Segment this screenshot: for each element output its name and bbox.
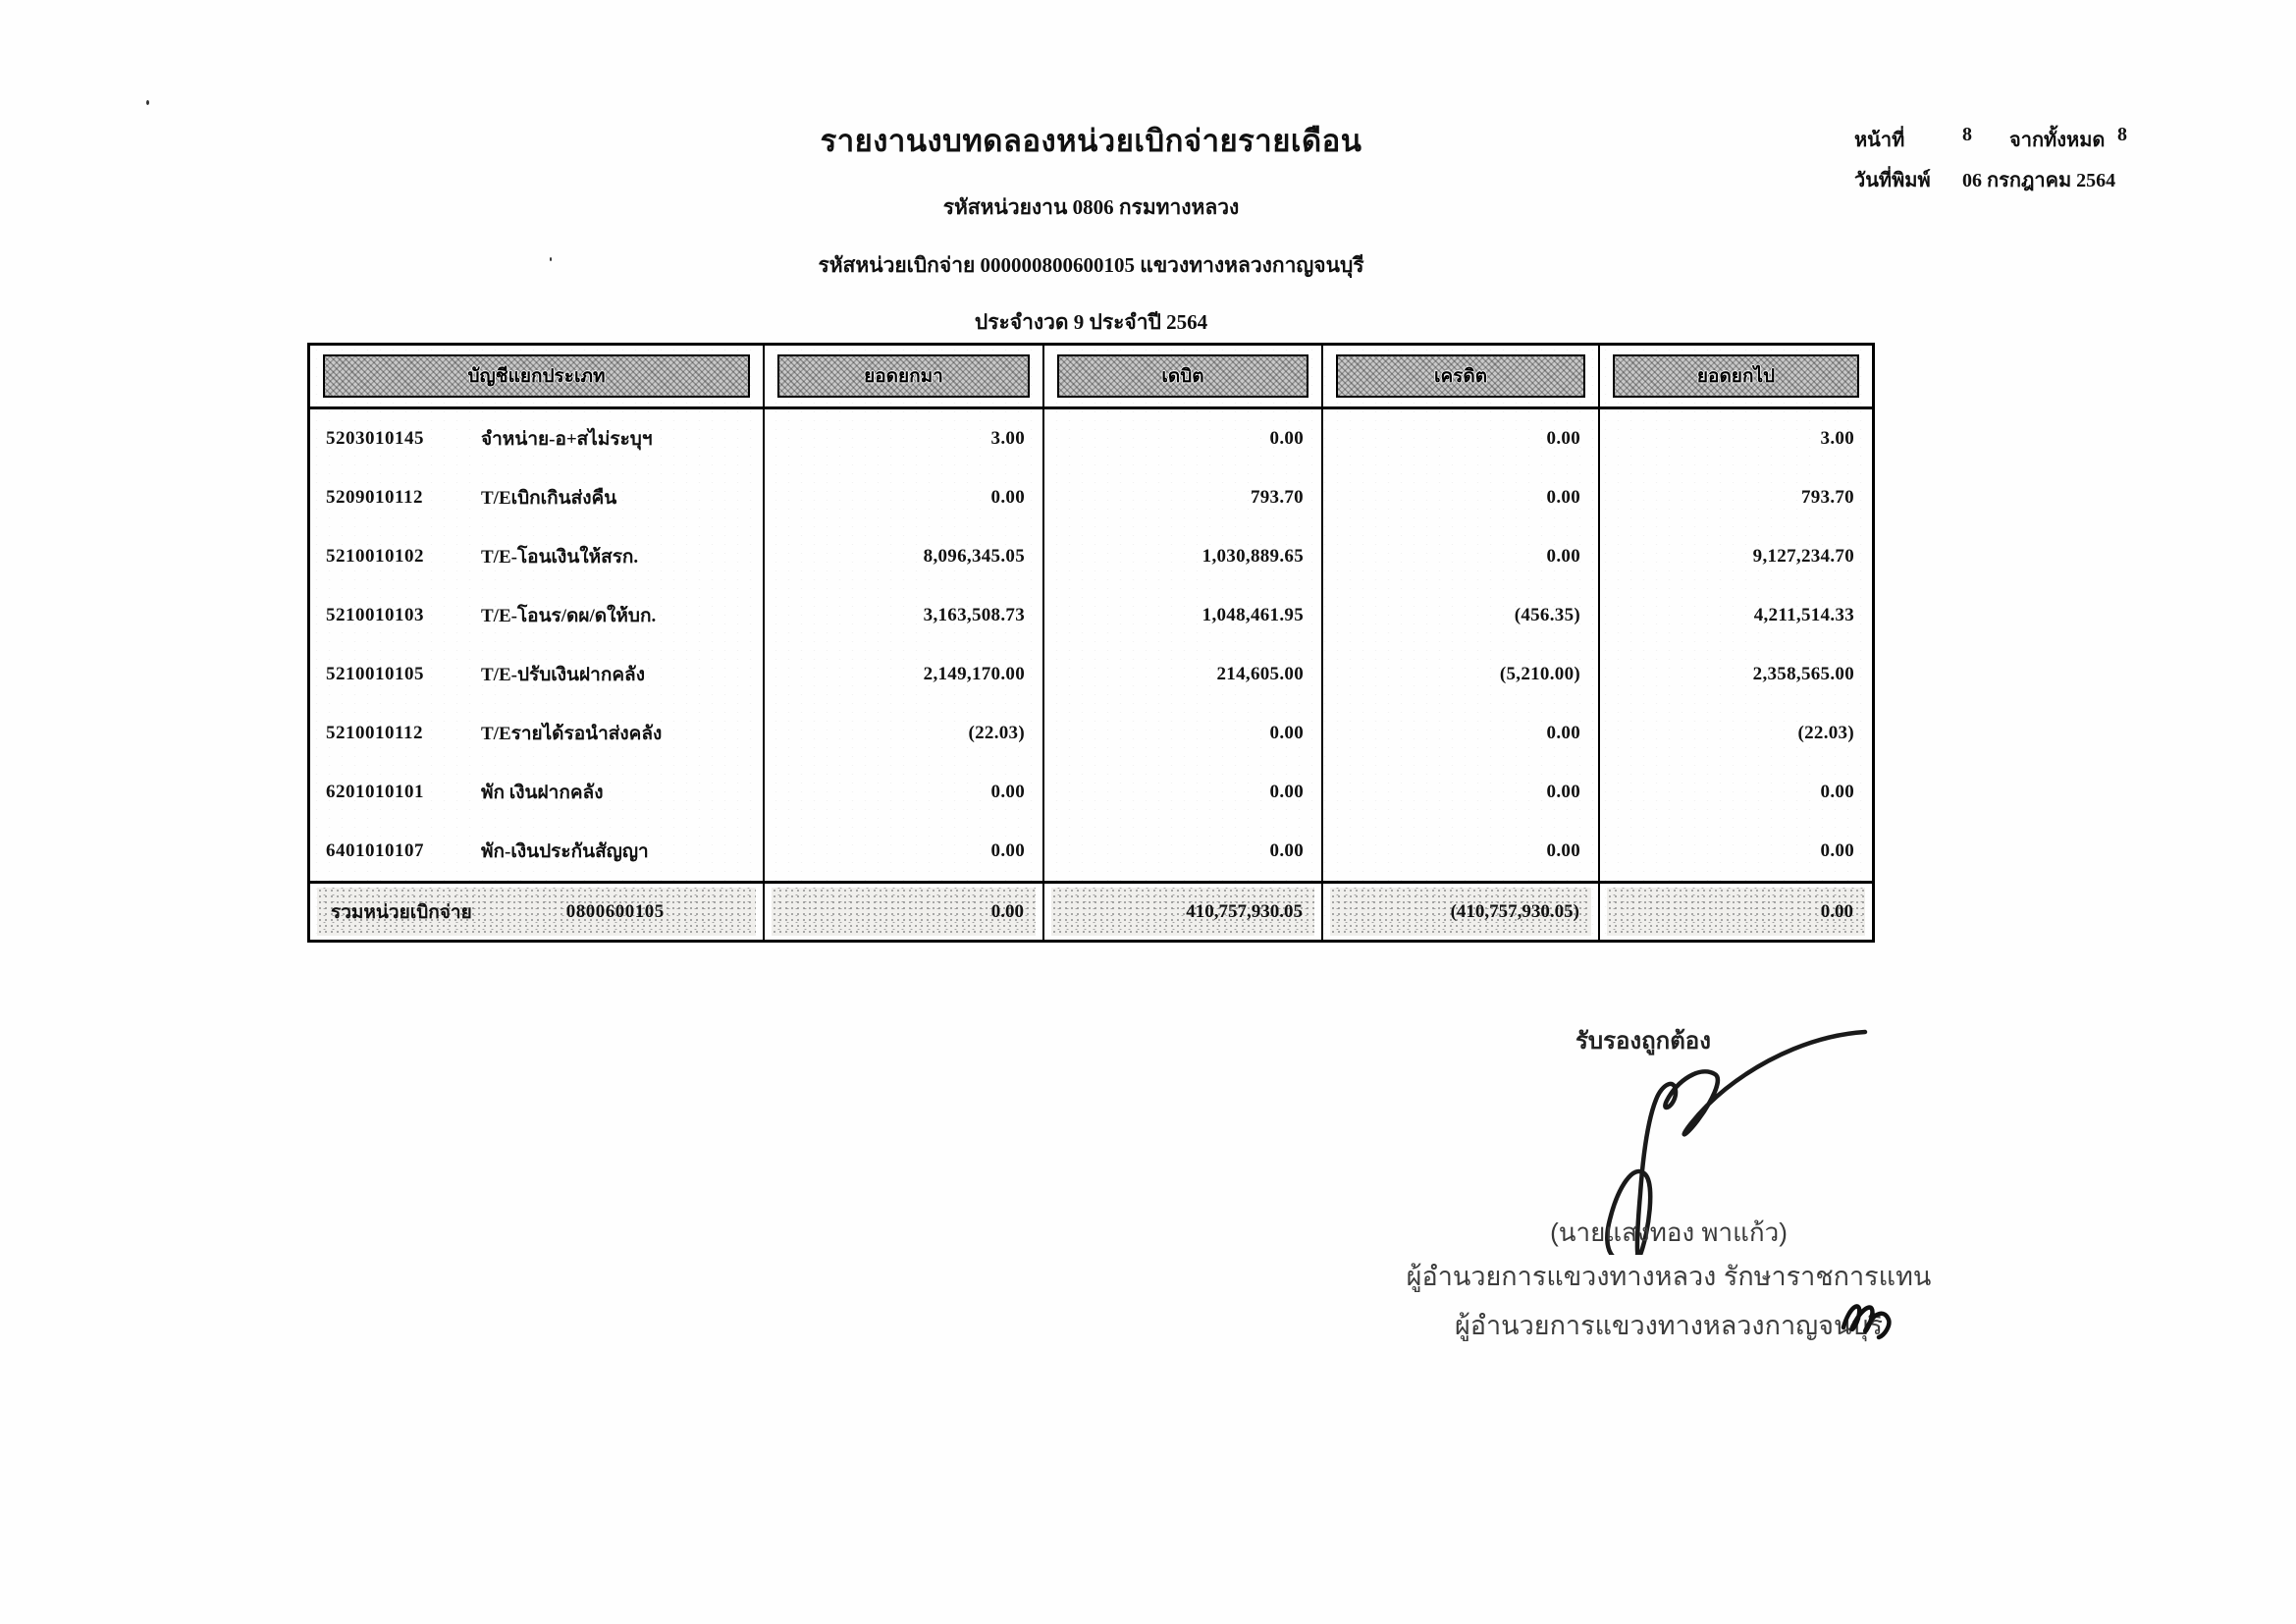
- table-row: [310, 586, 1872, 645]
- credit-amount: 0.00: [1321, 763, 1598, 822]
- closing-balance: (22.03): [1598, 704, 1872, 763]
- opening-balance: 8,096,345.05: [763, 527, 1042, 586]
- debit-amount: 214,605.00: [1042, 645, 1321, 704]
- table-header-row: [310, 346, 1872, 409]
- closing-balance: 3.00: [1598, 409, 1872, 468]
- account-name: จำหน่าย-อ+สไม่ระบุฯ: [481, 429, 653, 450]
- table-row: [310, 409, 1872, 468]
- closing-balance: 4,211,514.33: [1598, 586, 1872, 645]
- opening-balance: 0.00: [763, 763, 1042, 822]
- total-pages: 8: [2117, 124, 2127, 145]
- disbursement-unit-line: รหัสหน่วยเบิกจ่าย 000000800600105 แขวงทางหลวงกาญจนบุรี: [818, 253, 1364, 277]
- account-code: 5210010112: [326, 723, 423, 743]
- debit-amount: 0.00: [1042, 822, 1321, 881]
- opening-balance: (22.03): [763, 704, 1042, 763]
- account-name: T/Eเบิกเกินส่งคืน: [481, 488, 617, 509]
- credit-amount: 0.00: [1321, 468, 1598, 527]
- account-name: T/E-โอนเงินให้สรก.: [481, 547, 639, 568]
- closing-balance: 0.00: [1598, 763, 1872, 822]
- opening-balance: 0.00: [763, 822, 1042, 881]
- closing-balance: 2,358,565.00: [1598, 645, 1872, 704]
- debit-amount: 0.00: [1042, 704, 1321, 763]
- table-row: [310, 468, 1872, 527]
- closing-balance: 0.00: [1598, 822, 1872, 881]
- trial-balance-table: [307, 343, 1875, 943]
- account-code: 5210010103: [326, 605, 424, 625]
- table-row: [310, 704, 1872, 763]
- signer-title-line2: ผู้อำนวยการแขวงทางหลวงกาญจนบุรี: [1454, 1311, 1884, 1340]
- page-label: หน้าที่: [1854, 130, 1905, 151]
- table-row: [310, 822, 1872, 881]
- credit-amount: 0.00: [1321, 409, 1598, 468]
- print-date: 06 กรกฎาคม 2564: [1962, 170, 2116, 191]
- total-opening-balance: 0.00: [772, 888, 1036, 936]
- opening-balance: 3,163,508.73: [763, 586, 1042, 645]
- debit-amount: 793.70: [1042, 468, 1321, 527]
- debit-amount: 0.00: [1042, 409, 1321, 468]
- total-debit: 410,757,930.05: [1051, 888, 1314, 936]
- debit-amount: 1,030,889.65: [1042, 527, 1321, 586]
- credit-amount: 0.00: [1321, 822, 1598, 881]
- account-code: 5210010102: [326, 546, 424, 567]
- column-header-debit: เดบิต: [1057, 354, 1308, 398]
- account-code: 5203010145: [326, 428, 424, 449]
- account-name: T/Eรายได้รอนำส่งคลัง: [481, 724, 663, 744]
- opening-balance: 2,149,170.00: [763, 645, 1042, 704]
- column-header-account: บัญชีแยกประเภท: [323, 354, 750, 398]
- account-name: T/E-โอนร/ดผ/ดให้บก.: [481, 606, 657, 626]
- credit-amount: 0.00: [1321, 527, 1598, 586]
- agency-code-line: รหัสหน่วยงาน 0806 กรมทางหลวง: [942, 195, 1240, 219]
- opening-balance: 3.00: [763, 409, 1042, 468]
- page-meta: [1854, 124, 2178, 204]
- print-date-row: [1854, 164, 2178, 195]
- period-line: ประจำงวด 9 ประจำปี 2564: [974, 310, 1208, 334]
- certified-correct-text: รับรองถูกต้อง: [1575, 1029, 1711, 1055]
- of-label: จากทั้งหมด: [2009, 130, 2106, 151]
- account-code: 6401010107: [326, 840, 424, 861]
- account-code: 5209010112: [326, 487, 423, 508]
- closing-balance: 793.70: [1598, 468, 1872, 527]
- total-unit-code: 0800600105: [565, 900, 665, 922]
- page-number-row: [1854, 124, 2178, 155]
- document-header: [307, 116, 1875, 339]
- table-total-row: [310, 881, 1872, 940]
- opening-balance: 0.00: [763, 468, 1042, 527]
- scan-speck: [146, 100, 149, 105]
- account-code: 5210010105: [326, 664, 424, 684]
- debit-amount: 0.00: [1042, 763, 1321, 822]
- column-header-closing-balance: ยอดยกไป: [1613, 354, 1859, 398]
- credit-amount: (5,210.00): [1321, 645, 1598, 704]
- debit-amount: 1,048,461.95: [1042, 586, 1321, 645]
- column-header-credit: เครดิต: [1336, 354, 1585, 398]
- table-row: [310, 527, 1872, 586]
- page-number: 8: [1962, 124, 1972, 145]
- column-header-opening-balance: ยอดยกมา: [777, 354, 1030, 398]
- total-closing-balance: 0.00: [1607, 888, 1865, 936]
- account-name: พัก-เงินประกันสัญญา: [481, 841, 649, 862]
- table-row: [310, 645, 1872, 704]
- account-name: พัก เงินฝากคลัง: [481, 783, 604, 803]
- credit-amount: (456.35): [1321, 586, 1598, 645]
- table-row: [310, 763, 1872, 822]
- total-label: รวมหน่วยเบิกจ่าย: [331, 901, 472, 923]
- closing-balance: 9,127,234.70: [1598, 527, 1872, 586]
- signer-title-line1: ผู้อำนวยการแขวงทางหลวง รักษาราชการแทน: [1406, 1262, 1932, 1291]
- total-credit: (410,757,930.05): [1330, 888, 1591, 936]
- signer-name: (นายแสงทอง พาแก้ว): [1550, 1218, 1788, 1247]
- account-name: T/E-ปรับเงินฝากคลัง: [481, 665, 645, 685]
- handwritten-initials: [1838, 1294, 1900, 1343]
- account-code: 6201010101: [326, 782, 424, 802]
- print-date-label: วันที่พิมพ์: [1854, 170, 1931, 191]
- credit-amount: 0.00: [1321, 704, 1598, 763]
- report-title: รายงานงบทดลองหน่วยเบิกจ่ายรายเดือน: [820, 124, 1362, 158]
